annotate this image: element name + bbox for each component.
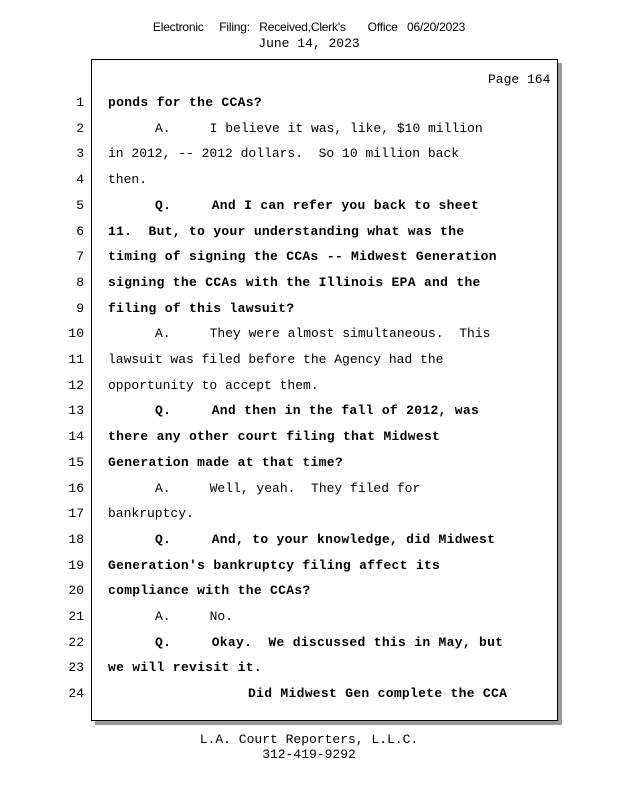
line-number: 19: [68, 557, 84, 573]
transcript-line: [0, 504, 618, 524]
line-number: 13: [68, 403, 84, 419]
line-number: 4: [76, 172, 84, 188]
line-number: 8: [76, 274, 84, 290]
transcript-line: [0, 376, 618, 396]
line-number: 9: [76, 300, 84, 316]
line-text: ponds for the CCAs?: [108, 95, 262, 110]
line-number: 3: [76, 146, 84, 162]
line-text: A. They were almost simultaneous. This: [155, 326, 491, 342]
line-number: 24: [68, 686, 84, 702]
line-text: there any other court filing that Midwest: [108, 429, 441, 445]
line-number: 20: [68, 583, 84, 599]
line-number: 15: [68, 454, 84, 470]
line-text: filing of this lawsuit?: [108, 300, 295, 316]
line-text: compliance with the CCAs?: [108, 583, 311, 599]
transcript-line: [0, 479, 618, 499]
line-number: 22: [68, 634, 84, 650]
transcript-line: [0, 350, 618, 370]
transcript-line: [0, 684, 618, 704]
line-number: 21: [68, 609, 84, 624]
transcript-line: [0, 453, 618, 473]
transcript-line: [0, 581, 618, 601]
line-number: 14: [68, 429, 84, 445]
transcript-line: [0, 556, 618, 576]
page-number: Page 164: [488, 72, 551, 87]
transcript-date: June 14, 2023: [258, 36, 360, 51]
line-number: 11: [68, 352, 84, 367]
transcript-line: [0, 273, 618, 293]
line-text: 11. But, to your understanding what was the: [108, 223, 465, 239]
line-number: 10: [68, 326, 84, 342]
line-text: in 2012, -- 2012 dollars. So 10 million back: [108, 146, 460, 162]
transcript-line: [0, 324, 618, 344]
transcript-line: [0, 401, 618, 421]
transcript-line: [0, 170, 618, 190]
line-text: A. Well, yeah. They filed for: [155, 480, 421, 496]
reporter-phone: 312-419-9292: [262, 747, 356, 762]
line-number: 16: [68, 480, 84, 496]
transcript-line: [0, 530, 618, 550]
line-text: lawsuit was filed before the Agency had the: [108, 352, 444, 367]
line-number: 6: [76, 223, 84, 239]
line-number: 18: [68, 531, 84, 547]
line-number: 23: [68, 660, 84, 676]
line-text: Q. And, to your knowledge, did Midwest: [155, 531, 496, 547]
transcript-line: [0, 144, 618, 164]
transcript-line: [0, 658, 618, 678]
line-number: 1: [76, 95, 84, 110]
transcript-line: [0, 607, 618, 627]
line-text: then.: [108, 172, 148, 188]
line-number: 7: [76, 249, 84, 265]
line-text: Did Midwest Gen complete the CCA: [248, 686, 508, 702]
transcript-line: [0, 222, 618, 242]
footer: [0, 732, 618, 762]
line-text: timing of signing the CCAs -- Midwest Generation: [108, 249, 497, 265]
line-text: signing the CCAs with the Illinois EPA and the: [108, 274, 481, 290]
line-text: Generation made at that time?: [108, 454, 343, 470]
transcript-line: [0, 427, 618, 447]
transcript-line: [0, 247, 618, 267]
line-number: 12: [68, 377, 84, 393]
transcript-line: [0, 119, 618, 139]
line-number: 5: [76, 197, 84, 213]
line-number: 17: [68, 506, 84, 522]
filing-stamp: Electronic Filing: Received,Clerk's Office 06/20/2023: [152, 20, 466, 34]
line-text: A. I believe it was, like, $10 million: [155, 120, 483, 136]
transcript-line: [0, 196, 618, 216]
line-text: we will revisit it.: [108, 660, 262, 676]
line-text: A. No.: [155, 609, 234, 624]
line-text: Generation's bankruptcy filing affect its: [108, 557, 441, 573]
line-text: Q. And then in the fall of 2012, was: [155, 403, 480, 419]
transcript-line: [0, 633, 618, 653]
line-text: bankruptcy.: [108, 506, 194, 522]
line-text: opportunity to accept them.: [108, 377, 319, 393]
line-text: Q. Okay. We discussed this in May, but: [155, 634, 504, 650]
line-text: Q. And I can refer you back to sheet: [155, 197, 480, 213]
line-number: 2: [76, 120, 84, 136]
reporter-company: L.A. Court Reporters, L.L.C.: [199, 732, 419, 747]
transcript-line: [0, 93, 618, 113]
transcript-line: [0, 299, 618, 319]
